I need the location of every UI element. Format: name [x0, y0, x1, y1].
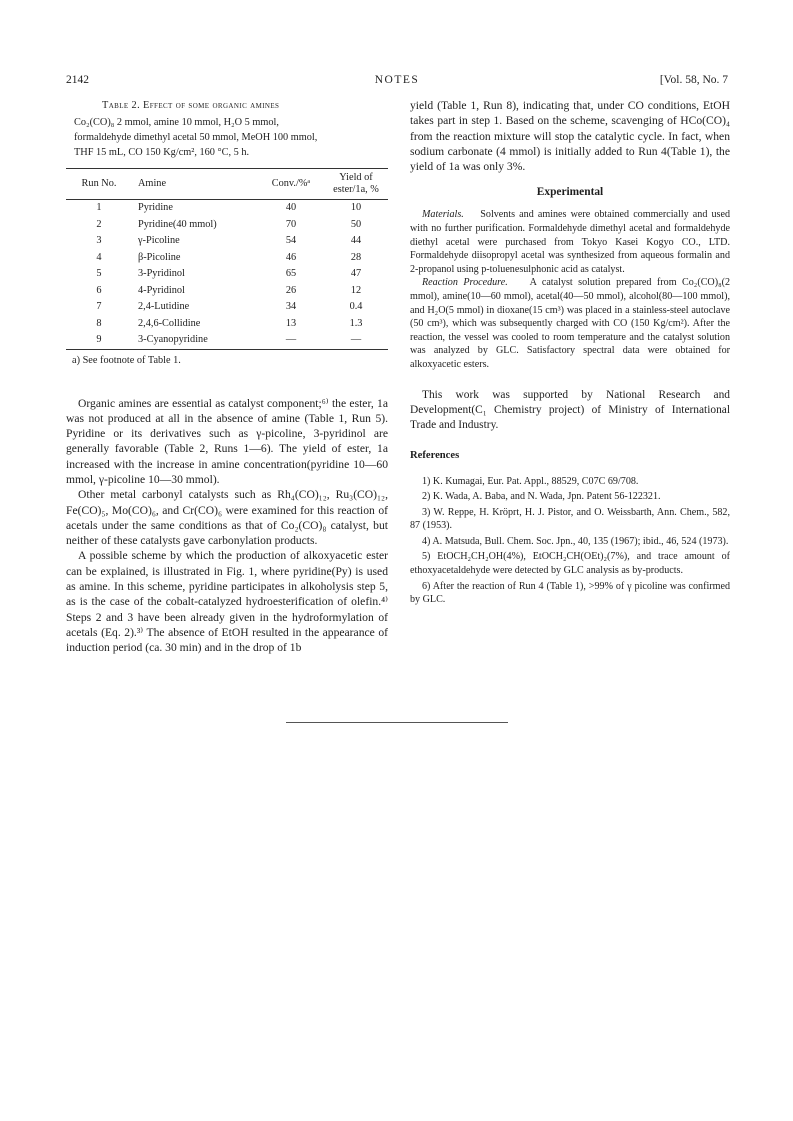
acknowledgment-text: This work was supported by National Research and Development(C₁ Chemistry project) of Ministry of International Trade and Industry.	[410, 388, 730, 432]
run-number-cell: 9	[66, 332, 132, 349]
table-title: Table 2. Effect of some organic amines	[102, 100, 280, 111]
table-header-row	[66, 169, 388, 200]
col-amine: Amine	[132, 169, 258, 200]
run-number-cell: 2	[96, 218, 102, 230]
paragraph: Other metal carbonyl catalysts such as Rh₄(CO)₁₂, Ru₃(CO)₁₂, Fe(CO)₅, Mo(CO)₆, and Cr(CO)₆ were examined for this reaction of acetals under the same conditions as that of Co₂(CO)₈ catalyst, but neither of these catalysts gave carbonylation products.	[66, 488, 388, 548]
amine-cell: 4-Pyridinol	[138, 284, 185, 296]
end-of-article-rule	[286, 722, 508, 723]
amine-cell: β-Picoline	[138, 251, 181, 263]
yield-cell: 12	[350, 284, 362, 296]
table-condition: formaldehyde dimethyl acetal 50 mmol, MeOH 100 mmol,	[74, 132, 318, 143]
yield-cell: 28	[350, 251, 362, 263]
procedure-paragraph	[410, 276, 730, 371]
experimental-section	[410, 208, 730, 371]
table-row	[66, 233, 388, 250]
right-body-text	[410, 98, 730, 174]
running-header	[66, 74, 728, 90]
amine-cell: 3-Pyridinol	[138, 268, 185, 279]
run-number-cell: 7	[96, 301, 102, 312]
conversion-cell: 46	[285, 251, 297, 263]
yield-cell: 10	[350, 202, 362, 213]
table-row	[66, 332, 388, 349]
amine-cell: Pyridine	[138, 202, 173, 213]
table-row	[66, 250, 388, 267]
paragraph: A possible scheme by which the production of alkoxyacetic ester can be explained, is illustrated in Fig. 1, where pyridine(Py) is used as amine. In this scheme, pyridine participates in alkoholysis step 5, as is the case of the cobalt-catalyzed hydroesterification of olefin.⁴⁾ Steps 2 and 3 have been already given in the hydroformylation of acetals (Eq. 2).³⁾ The absence of EtOH resulted in the appearance of induction period (ca. 30 min) and in the drop of 1b	[66, 549, 388, 655]
run-number-cell: 5	[96, 268, 102, 279]
paragraph: Organic amines are essential as catalyst component;⁶⁾ the ester, 1a was not produced at all in the absence of amine (Table 1, Run 5). Pyridine or its derivatives such as γ-picoline, 3-pyridinol are generally favorable (Table 2, Runs 1—6). The yield of ester, 1a increased with the increase in amine concentration(pyridine 10—60 mmol, γ-picoline 10—30 mmol).	[66, 396, 388, 486]
yield-cell: 50	[350, 218, 362, 230]
col-yield: Yield of ester/1a, %	[324, 169, 388, 200]
procedure-text: A catalyst solution prepared from Co₂(CO)₈(2 mmol), amine(10—60 mmol), acetal(40—50 mmol), alcohol(80—100 mmol), and H₂O(5 mmol) in dioxane(15 cm³) was placed in a stainless-steel autoclave (50 cm³), which was subsequently charged with CO (150 Kg/cm²). After the reaction, the vessel was cooled to room temperature and the catalyst solution was analyzed by GLC. Satisfactory spectral data were obtained for alkoxyacetic esters.	[410, 277, 730, 371]
table-condition: Co₂(CO)₈ 2 mmol, amine 10 mmol, H₂O 5 mmol,	[74, 117, 279, 128]
table-row	[66, 299, 388, 316]
yield-cell: 44	[350, 235, 362, 246]
run-number-cell: 4	[96, 251, 102, 263]
paragraph: yield (Table 1, Run 8), indicating that, under CO conditions, EtOH takes part in step 1. Based on the scheme, scavenging of HCo(CO)₄ from the reaction mixture will stop the catalytic cycle. In fact, when sodium carbonate (4 mmol) is initially added to Run 4(Table 1), the yield of 1a was only 3%.	[410, 99, 730, 174]
conversion-cell: 26	[285, 284, 297, 296]
yield-cell: 1.3	[349, 317, 363, 329]
right-column	[410, 98, 730, 609]
references-heading: References	[410, 449, 460, 461]
conversion-cell: 40	[285, 202, 297, 213]
table-row	[66, 266, 388, 283]
amine-cell: Pyridine(40 mmol)	[138, 218, 217, 230]
page-number: 2142	[66, 74, 89, 86]
materials-text: Solvents and amines were obtained commercially and used with no further purification. Formaldehyde dimethyl acetal and formaldehyde diethyl acetal were purchased from Tokyo Kasei Kogyo CO., LTD. Formaldehyde diisopropyl acetal was synthesized from aqueous formalin and 2-propanol using p-toluenesulphonic acid as catalyst.	[410, 209, 731, 275]
conversion-cell: 13	[285, 317, 297, 329]
table-row	[66, 200, 388, 217]
table-footnote: a) See footnote of Table 1.	[72, 354, 181, 366]
amine-cell: 2,4,6-Collidine	[138, 317, 201, 329]
experimental-heading: Experimental	[536, 186, 604, 199]
volume-info: [Vol. 58, No. 7	[659, 74, 728, 86]
conversion-cell: —	[258, 332, 324, 349]
materials-label: Materials.	[422, 209, 464, 221]
references-list	[410, 475, 730, 607]
reference-item: 1) K. Kumagai, Eur. Pat. Appl., 88529, C07C 69/708.	[422, 475, 639, 487]
yield-cell: 0.4	[349, 301, 363, 312]
table-caption	[74, 98, 388, 160]
table-row	[66, 217, 388, 234]
run-number-cell: 6	[96, 284, 102, 296]
reference-item: 6) After the reaction of Run 4 (Table 1), >99% of γ picoline was confirmed by GLC.	[410, 580, 730, 606]
table-row	[66, 283, 388, 300]
run-number-cell: 1	[96, 202, 102, 213]
reference-item: 3) W. Reppe, H. Kröprt, H. J. Pistor, and O. Weissbarth, Ann. Chem., 582, 87 (1953).	[410, 506, 730, 532]
conversion-cell: 65	[285, 268, 297, 279]
amine-cell: 2,4-Lutidine	[138, 301, 190, 312]
run-number-cell: 8	[96, 317, 102, 329]
col-run: Run No.	[66, 169, 132, 200]
reference-item: 2) K. Wada, A. Baba, and N. Wada, Jpn. Patent 56-122321.	[422, 491, 661, 503]
run-number-cell: 3	[96, 235, 102, 246]
reference-item: 4) A. Matsuda, Bull. Chem. Soc. Jpn., 40, 135 (1967); ibid., 46, 524 (1973).	[422, 535, 729, 547]
acknowledgment	[410, 388, 730, 434]
conversion-cell: 34	[285, 301, 297, 312]
procedure-label: Reaction Procedure.	[422, 277, 508, 289]
col-conversion: Conv./%ᵃ	[258, 169, 324, 200]
yield-cell: 47	[350, 268, 362, 279]
conversion-cell: 54	[285, 235, 297, 246]
amines-table	[66, 168, 388, 350]
left-body-text	[66, 396, 388, 656]
reference-item: 5) EtOCH₂CH₂OH(4%), EtOCH₂CH(OEt)₂(7%), and trace amount of ethoxyacetaldehyde were detected by GLC analysis as by-products.	[410, 551, 730, 577]
left-column	[66, 98, 388, 656]
amine-cell: γ-Picoline	[138, 235, 180, 246]
conversion-cell: 70	[285, 218, 297, 230]
table-row	[66, 316, 388, 333]
amine-cell: 3-Cyanopyridine	[132, 332, 258, 349]
table-condition: THF 15 mL, CO 150 Kg/cm², 160 °C, 5 h.	[74, 147, 250, 158]
materials-paragraph	[410, 208, 730, 276]
yield-cell: —	[324, 332, 388, 349]
journal-section-title: NOTES	[374, 74, 420, 86]
